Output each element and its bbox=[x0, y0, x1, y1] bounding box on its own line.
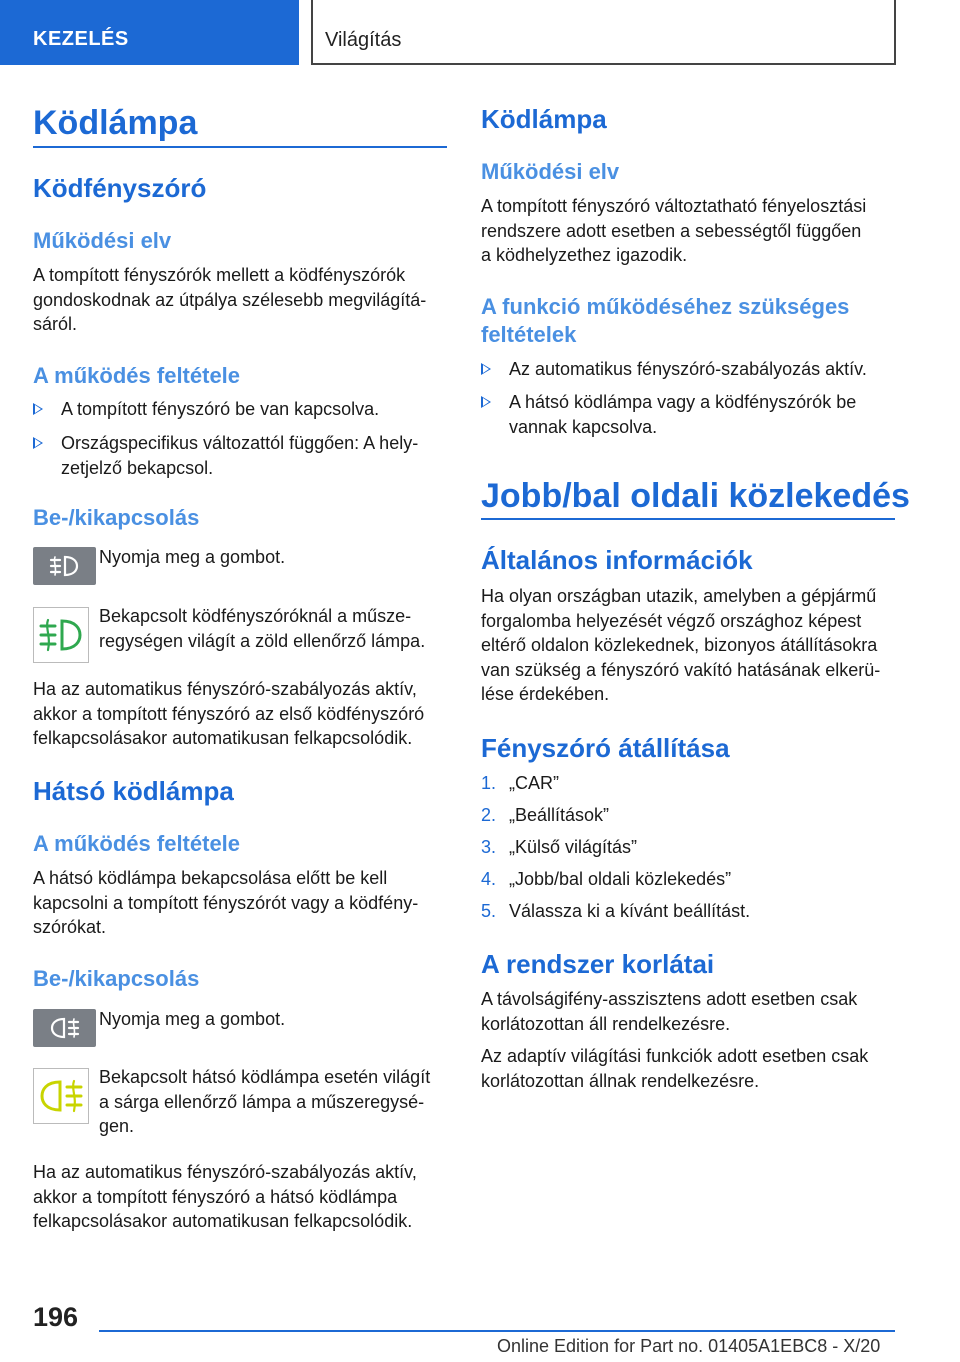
text-line: A hátsó ködlámpa vagy a ködfényszórók be bbox=[509, 392, 857, 412]
text-line: van szükség a fényszóró vakító hatásának elkerü- bbox=[481, 659, 881, 680]
step-text: „Külső világítás” bbox=[509, 837, 638, 857]
text-line: feltételek bbox=[481, 322, 577, 347]
footer-rule bbox=[99, 1330, 895, 1332]
step-number: 2. bbox=[481, 805, 497, 825]
section-tab bbox=[0, 0, 299, 65]
general-info-text bbox=[481, 584, 895, 707]
edition-text: Online Edition for Part no. 01405A1EBC8 - X/20 bbox=[497, 1336, 881, 1356]
rear-press-text: Nyomja meg a gombot. bbox=[99, 1009, 286, 1029]
front-auto-text bbox=[33, 677, 447, 751]
text-line: kapcsolni a tompított fényszórót vagy a ködfény- bbox=[33, 892, 419, 913]
text-line: felkapcsolásakor automatikusan felkapcsolódik. bbox=[33, 728, 413, 748]
fog-light-heading: Ködlámpa bbox=[481, 104, 607, 134]
step-text: Válassza ki a kívánt beállítást. bbox=[509, 901, 751, 921]
text-line: forgalomba helyezését végző országhoz képest bbox=[481, 610, 862, 631]
front-fog-indicator-icon bbox=[33, 607, 89, 663]
text-line: akkor a tompított fényszóró az első ködfényszóró bbox=[33, 703, 425, 724]
limits-text-1 bbox=[481, 987, 895, 1036]
text-line: regységen világít a zöld ellenőrző lámpa. bbox=[99, 630, 426, 651]
chapter-tab bbox=[311, 0, 896, 65]
front-indicator-text bbox=[99, 604, 449, 653]
step-text: „Jobb/bal oldali közlekedés” bbox=[509, 869, 732, 889]
text-line: Ha olyan országban utazik, amelyben a gépjármű bbox=[481, 586, 877, 606]
text-line: gondoskodnak az útpálya szélesebb megvilágítá- bbox=[33, 289, 427, 310]
step-number: 5. bbox=[481, 901, 497, 921]
step-number: 4. bbox=[481, 869, 497, 889]
text-line: Országspecifikus változattól függően: A hely- bbox=[61, 433, 419, 453]
general-info-heading: Általános információk bbox=[481, 545, 753, 575]
fog-requirements-heading bbox=[481, 293, 849, 349]
bullet-triangle-icon bbox=[481, 363, 491, 375]
text-line: A hátsó ködlámpa bekapcsolása előtt be kell bbox=[33, 868, 388, 888]
text-line: a ködhelyzethez igazodik. bbox=[481, 245, 688, 265]
text-line: gen. bbox=[99, 1116, 135, 1136]
section-label: KEZELÉS bbox=[33, 28, 129, 50]
text-line: Ha az automatikus fényszóró-szabályozás aktív, bbox=[33, 679, 417, 699]
front-fog-heading: Ködfényszóró bbox=[33, 173, 207, 203]
front-switch-heading: Be-/kikapcsolás bbox=[33, 505, 200, 530]
step-number: 3. bbox=[481, 837, 497, 857]
text-line: A tompított fényszórók mellett a ködfényszórók bbox=[33, 265, 406, 285]
rear-auto-text bbox=[33, 1160, 447, 1234]
adjust-heading: Fényszóró átállítása bbox=[481, 733, 730, 763]
rear-condition-text bbox=[33, 866, 447, 940]
text-line: Bekapcsolt ködfényszóróknál a műsze- bbox=[99, 606, 412, 626]
front-condition-heading: A működés feltétele bbox=[33, 363, 241, 388]
fog-principle-heading: Működési elv bbox=[481, 159, 620, 184]
bullet-triangle-icon bbox=[481, 396, 491, 408]
text-line: rendszere adott esetben a sebességtől függően bbox=[481, 220, 862, 241]
page-title: Ködlámpa bbox=[33, 104, 198, 142]
rear-switch-heading: Be-/kikapcsolás bbox=[33, 966, 200, 991]
text-line: Bekapcsolt hátsó ködlámpa esetén világít bbox=[99, 1067, 431, 1087]
text-line: korlátozottan állnak rendelkezésre. bbox=[481, 1070, 760, 1091]
step-text: „Beállítások” bbox=[509, 805, 610, 825]
text-line: szórókat. bbox=[33, 917, 107, 937]
list-item-text: Az automatikus fényszóró-szabályozás aktív. bbox=[509, 359, 867, 379]
text-line: A távolságifény-asszisztens adott esetben csak bbox=[481, 989, 858, 1009]
title-rule bbox=[33, 146, 447, 148]
text-line: vannak kapcsolva. bbox=[509, 416, 658, 437]
text-line: Az adaptív világítási funkciók adott esetben csak bbox=[481, 1046, 869, 1066]
list-item-text: A tompított fényszóró be van kapcsolva. bbox=[61, 399, 380, 419]
step-text: „CAR” bbox=[509, 773, 559, 793]
fog-principle-text bbox=[481, 194, 895, 268]
list-item-text bbox=[61, 431, 418, 480]
text-line: A tompított fényszóró változtatható fényelosztási bbox=[481, 196, 867, 216]
front-principle-heading: Működési elv bbox=[33, 228, 172, 253]
text-line: korlátozottan áll rendelkezésre. bbox=[481, 1013, 731, 1034]
text-line: a sárga ellenőrző lámpa a műszeregysé- bbox=[99, 1091, 425, 1112]
chapter-label: Világítás bbox=[325, 29, 402, 51]
traffic-title: Jobb/bal oldali közlekedés bbox=[481, 477, 910, 515]
step-number: 1. bbox=[481, 773, 497, 793]
bullet-triangle-icon bbox=[33, 403, 43, 415]
page-number: 196 bbox=[33, 1302, 79, 1332]
text-line: zetjelző bekapcsol. bbox=[61, 457, 214, 478]
front-press-text: Nyomja meg a gombot. bbox=[99, 547, 286, 567]
bullet-triangle-icon bbox=[33, 437, 43, 449]
text-line: Ha az automatikus fényszóró-szabályozás aktív, bbox=[33, 1162, 417, 1182]
front-fog-button-icon bbox=[33, 547, 96, 585]
rear-fog-indicator-icon bbox=[33, 1068, 89, 1124]
rear-condition-heading: A működés feltétele bbox=[33, 831, 241, 856]
front-principle-text bbox=[33, 263, 447, 337]
text-line: A funkció működéséhez szükséges bbox=[481, 294, 850, 319]
text-line: sáról. bbox=[33, 314, 78, 334]
limits-heading: A rendszer korlátai bbox=[481, 949, 715, 979]
rear-fog-heading: Hátsó ködlámpa bbox=[33, 776, 234, 806]
limits-text-2 bbox=[481, 1044, 895, 1093]
text-line: felkapcsolásakor automatikusan felkapcsolódik. bbox=[33, 1211, 413, 1231]
rear-fog-button-icon bbox=[33, 1009, 96, 1047]
list-item-text bbox=[509, 390, 856, 439]
title-rule bbox=[481, 518, 895, 520]
text-line: lése érdekében. bbox=[481, 684, 610, 704]
text-line: eltérő oldalon közlekednek, bizonyos átállításokra bbox=[481, 635, 878, 655]
rear-indicator-text bbox=[99, 1065, 449, 1139]
text-line: akkor a tompított fényszóró a hátsó ködlámpa bbox=[33, 1186, 398, 1207]
